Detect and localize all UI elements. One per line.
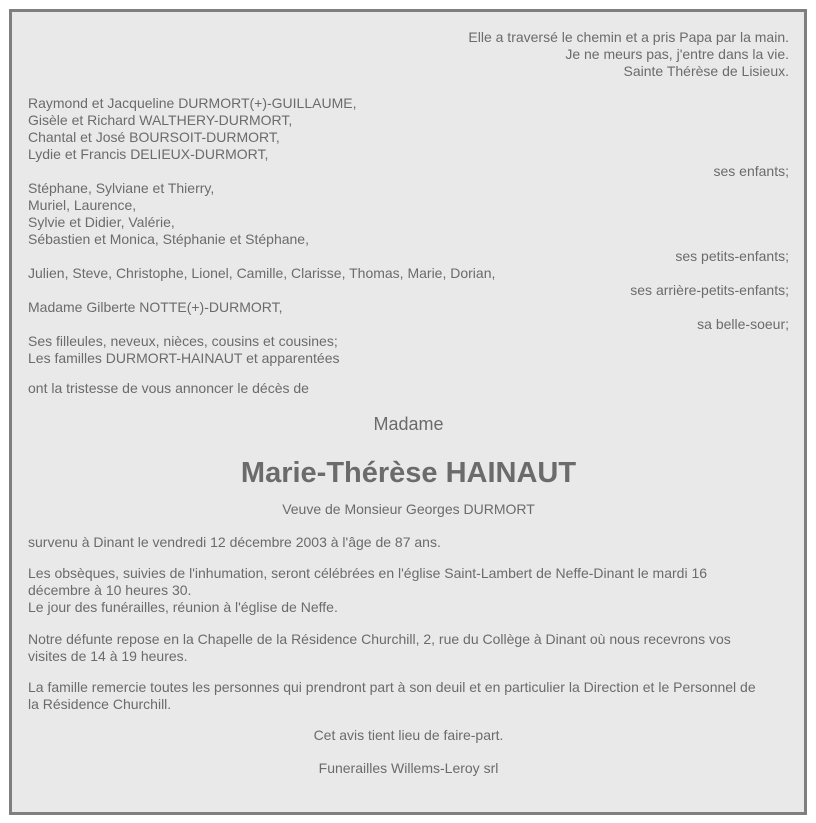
funeral-home: Funerailles Willems-Leroy srl <box>318 760 499 776</box>
thanks <box>28 679 789 713</box>
epigraph-line: Elle a traversé le chemin et a pris Papa par la main. <box>468 29 789 45</box>
sister-in-law-name: Madame Gilberte NOTTE(+)-DURMORT, <box>28 299 283 315</box>
funeral-line: décembre à 10 heures 30. <box>28 582 192 598</box>
epigraph <box>28 29 789 80</box>
rest-details <box>28 631 789 665</box>
epigraph-line: Je ne meurs pas, j'entre dans la vie. <box>565 46 789 62</box>
child-entry: Chantal et José BOURSOIT-DURMORT, <box>28 129 280 145</box>
funeral-line: Les obsèques, suivies de l'inhumation, seront célébrées en l'église Saint-Lambert de Neffe-Dinant le mardi 16 <box>28 565 708 581</box>
funeral-line: Le jour des funérailles, réunion à l'église de Neffe. <box>28 599 338 615</box>
grandchild-entry: Sébastien et Monica, Stéphanie et Stéphane, <box>28 231 309 247</box>
great-grandchildren-names: Julien, Steve, Christophe, Lionel, Camille, Clarisse, Thomas, Marie, Dorian, <box>28 265 496 281</box>
sister-in-law-label: sa belle-soeur; <box>697 316 789 332</box>
child-entry: Raymond et Jacqueline DURMORT(+)-GUILLAUME, <box>28 95 357 111</box>
obituary-card <box>9 9 807 815</box>
widow-of: Veuve de Monsieur Georges DURMORT <box>282 501 535 517</box>
other-relatives <box>28 333 789 367</box>
obituary-content <box>28 12 789 777</box>
child-entry: Gisèle et Richard WALTHERY-DURMORT, <box>28 112 293 128</box>
children-label: ses enfants; <box>713 163 789 179</box>
honorific: Madame <box>373 414 444 434</box>
grandchildren-list <box>28 180 789 265</box>
children-list <box>28 95 789 180</box>
funeral-details <box>28 565 789 616</box>
other-relatives-line: Ses filleules, neveux, nièces, cousins et cousines; <box>28 333 338 349</box>
rest-line: Notre défunte repose en la Chapelle de la Résidence Churchill, 2, rue du Collège à Dinant où nous recevrons vos <box>28 631 731 647</box>
death-info: survenu à Dinant le vendredi 12 décembre 2003 à l'âge de 87 ans. <box>28 534 441 550</box>
grandchildren-label: ses petits-enfants; <box>675 248 789 264</box>
great-grandchildren-label: ses arrière-petits-enfants; <box>630 282 789 298</box>
epigraph-line: Sainte Thérèse de Lisieux. <box>623 63 789 79</box>
great-grandchildren <box>28 265 789 299</box>
grandchild-entry: Sylvie et Didier, Valérie, <box>28 214 175 230</box>
child-entry: Lydie et Francis DELIEUX-DURMORT, <box>28 146 269 162</box>
rest-line: visites de 14 à 19 heures. <box>28 648 188 664</box>
announcement-text: ont la tristesse de vous annoncer le décès de <box>28 380 309 396</box>
thanks-line: La famille remercie toutes les personnes qui prendront part à son deuil et en particulier la Direction et le Personnel de <box>28 679 756 695</box>
grandchild-entry: Stéphane, Sylviane et Thierry, <box>28 180 215 196</box>
grandchild-entry: Muriel, Laurence, <box>28 197 137 213</box>
thanks-line: la Résidence Churchill. <box>28 696 172 712</box>
notice: Cet avis tient lieu de faire-part. <box>313 727 504 743</box>
other-relatives-line: Les familles DURMORT-HAINAUT et apparentées <box>28 350 340 366</box>
sister-in-law <box>28 299 789 333</box>
deceased-name: Marie-Thérèse HAINAUT <box>240 457 577 489</box>
